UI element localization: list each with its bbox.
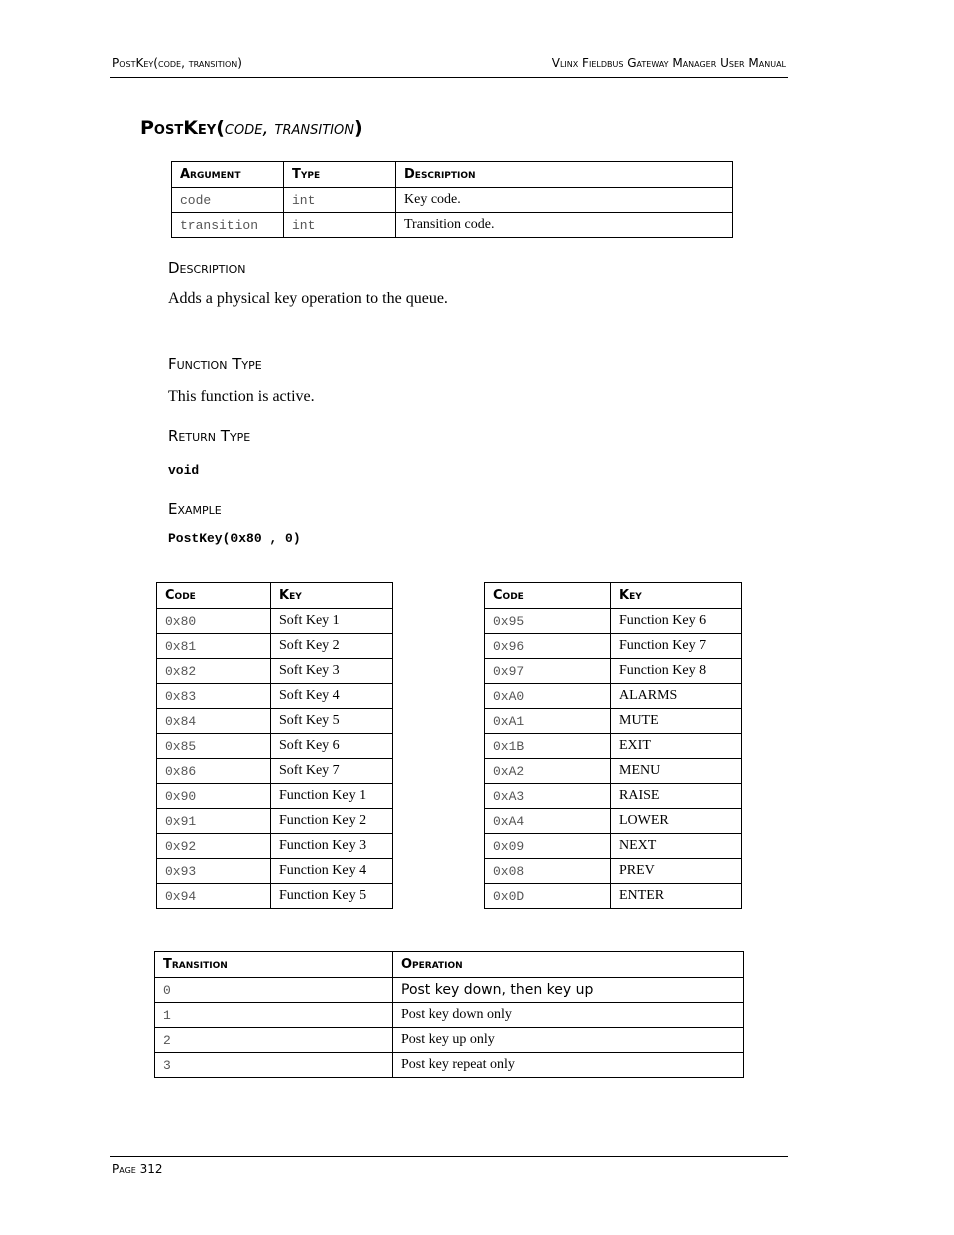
table-cell: Function Key 8 xyxy=(611,659,742,684)
table-cell: 0x96 xyxy=(485,634,611,659)
table-row xyxy=(157,859,393,884)
table-row xyxy=(157,759,393,784)
table-cell: 0x93 xyxy=(157,859,271,884)
table-row xyxy=(485,859,742,884)
table-row xyxy=(485,834,742,859)
table-cell: Post key up only xyxy=(393,1028,744,1053)
table-row xyxy=(155,1053,744,1078)
table-cell: Function Key 5 xyxy=(271,884,393,909)
table-row xyxy=(157,709,393,734)
table-row xyxy=(157,684,393,709)
column-header: Argument xyxy=(172,162,284,188)
table-cell: RAISE xyxy=(611,784,742,809)
table-row xyxy=(485,734,742,759)
table-cell: 0x0D xyxy=(485,884,611,909)
table-header-row xyxy=(172,162,733,188)
table-cell: 0x82 xyxy=(157,659,271,684)
transition-table xyxy=(154,951,744,1078)
table-cell: 0x09 xyxy=(485,834,611,859)
table-cell: Function Key 3 xyxy=(271,834,393,859)
table-cell: 3 xyxy=(155,1053,393,1078)
table-cell: ENTER xyxy=(611,884,742,909)
table-cell: 0x85 xyxy=(157,734,271,759)
table-cell: Function Key 6 xyxy=(611,609,742,634)
table-cell: 0x94 xyxy=(157,884,271,909)
table-cell: 0x80 xyxy=(157,609,271,634)
table-cell: Soft Key 1 xyxy=(271,609,393,634)
table-cell: 2 xyxy=(155,1028,393,1053)
table-row xyxy=(485,884,742,909)
column-header: Transition xyxy=(155,952,393,978)
title-arguments: code, transition xyxy=(224,117,354,139)
table-cell: 0x81 xyxy=(157,634,271,659)
table-cell: Post key down, then key up xyxy=(393,978,744,1003)
header-rule xyxy=(110,77,788,78)
description-text: Adds a physical key operation to the queue. xyxy=(168,290,448,307)
key-code-table-right xyxy=(484,582,742,909)
example-heading: Example xyxy=(168,500,222,518)
table-row xyxy=(157,884,393,909)
table-cell: 0x83 xyxy=(157,684,271,709)
table-row xyxy=(485,634,742,659)
column-header: Code xyxy=(485,583,611,609)
table-cell: code xyxy=(172,188,284,213)
table-cell: 0xA2 xyxy=(485,759,611,784)
column-header: Operation xyxy=(393,952,744,978)
running-header-right: Vlinx Fieldbus Gateway Manager User Manual xyxy=(551,56,786,70)
table-cell: 0x1B xyxy=(485,734,611,759)
table-row xyxy=(485,659,742,684)
table-row xyxy=(157,734,393,759)
page-title xyxy=(140,117,363,139)
table-cell: Soft Key 6 xyxy=(271,734,393,759)
table-row xyxy=(172,213,733,238)
argument-table xyxy=(171,161,733,238)
table-cell: 0 xyxy=(155,978,393,1003)
function-type-text: This function is active. xyxy=(168,388,315,405)
table-cell: NEXT xyxy=(611,834,742,859)
table-cell: 0x95 xyxy=(485,609,611,634)
table-row xyxy=(157,809,393,834)
table-cell: Post key down only xyxy=(393,1003,744,1028)
title-close-paren: ) xyxy=(353,117,363,139)
table-cell: 0x86 xyxy=(157,759,271,784)
table-cell: 0x92 xyxy=(157,834,271,859)
table-cell: Post key repeat only xyxy=(393,1053,744,1078)
table-row xyxy=(157,659,393,684)
table-cell: LOWER xyxy=(611,809,742,834)
function-type-heading: Function Type xyxy=(168,355,262,373)
table-row xyxy=(172,188,733,213)
table-cell: 0xA4 xyxy=(485,809,611,834)
table-cell: 0x84 xyxy=(157,709,271,734)
table-cell: 0x90 xyxy=(157,784,271,809)
table-cell: PREV xyxy=(611,859,742,884)
return-type-heading: Return Type xyxy=(168,427,251,445)
table-row xyxy=(485,809,742,834)
table-row xyxy=(485,784,742,809)
title-function-name: PostKey( xyxy=(140,117,225,139)
table-cell: int xyxy=(284,188,396,213)
return-type-value: void xyxy=(168,463,200,478)
table-cell: Soft Key 2 xyxy=(271,634,393,659)
table-cell: Key code. xyxy=(396,188,733,213)
table-cell: ALARMS xyxy=(611,684,742,709)
table-header-row xyxy=(157,583,393,609)
page-number: Page 312 xyxy=(112,1162,163,1176)
column-header: Key xyxy=(271,583,393,609)
table-cell: Soft Key 5 xyxy=(271,709,393,734)
table-cell: Soft Key 3 xyxy=(271,659,393,684)
table-cell: MUTE xyxy=(611,709,742,734)
table-row xyxy=(485,684,742,709)
table-row xyxy=(157,784,393,809)
table-row xyxy=(157,609,393,634)
table-cell: Function Key 7 xyxy=(611,634,742,659)
column-header: Description xyxy=(396,162,733,188)
table-cell: Function Key 4 xyxy=(271,859,393,884)
table-row xyxy=(157,634,393,659)
table-row xyxy=(485,759,742,784)
table-cell: EXIT xyxy=(611,734,742,759)
column-header: Code xyxy=(157,583,271,609)
footer-rule xyxy=(110,1156,788,1157)
column-header: Type xyxy=(284,162,396,188)
table-header-row xyxy=(485,583,742,609)
table-row xyxy=(155,1028,744,1053)
table-cell: 1 xyxy=(155,1003,393,1028)
table-row xyxy=(155,978,744,1003)
table-row xyxy=(485,609,742,634)
table-row xyxy=(157,834,393,859)
table-row xyxy=(485,709,742,734)
table-cell: Function Key 1 xyxy=(271,784,393,809)
table-cell: Soft Key 4 xyxy=(271,684,393,709)
table-cell: 0x08 xyxy=(485,859,611,884)
table-cell: 0xA3 xyxy=(485,784,611,809)
table-cell: int xyxy=(284,213,396,238)
table-cell: 0xA1 xyxy=(485,709,611,734)
table-header-row xyxy=(155,952,744,978)
table-cell: 0x91 xyxy=(157,809,271,834)
table-row xyxy=(155,1003,744,1028)
table-cell: Transition code. xyxy=(396,213,733,238)
key-code-table-left xyxy=(156,582,393,909)
description-heading: Description xyxy=(168,259,246,277)
column-header: Key xyxy=(611,583,742,609)
table-cell: transition xyxy=(172,213,284,238)
table-cell: 0x97 xyxy=(485,659,611,684)
table-cell: Soft Key 7 xyxy=(271,759,393,784)
table-cell: 0xA0 xyxy=(485,684,611,709)
table-cell: Function Key 2 xyxy=(271,809,393,834)
table-cell: MENU xyxy=(611,759,742,784)
running-header-left: PostKey(code, transition) xyxy=(112,56,242,70)
example-code: PostKey(0x80 , 0) xyxy=(168,531,301,546)
